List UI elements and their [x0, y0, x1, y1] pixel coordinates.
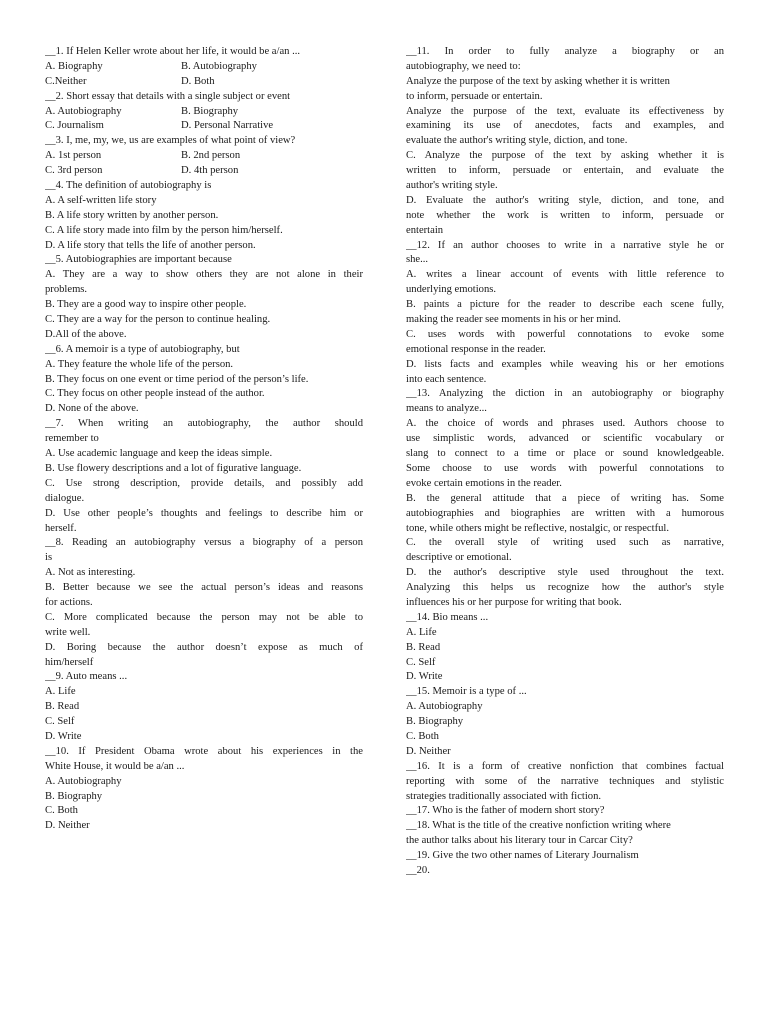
text-line: C. A life story made into film by the person him/herself. [45, 224, 283, 236]
text-line: write well. [45, 626, 91, 638]
text-line: D. Evaluate the author's writing style, diction, and tone, and [406, 194, 724, 206]
text-line: influences his or her purpose for writing that book. [406, 596, 622, 608]
text-line: D. Write [45, 730, 82, 742]
question-line: __17. Who is the father of modern short story? [406, 805, 605, 817]
text-line: note whether the work is written to inform, persuade or [406, 209, 724, 221]
text-line: for actions. [45, 596, 93, 608]
text-line: B. Better because we see the actual person’s ideas and reasons [45, 582, 363, 594]
text-line: written to inform, persuade or entertain, and evaluate the [406, 165, 724, 177]
question-line: __12. If an author chooses to write in a narrative style he or [406, 239, 724, 251]
text-line: B. Read [406, 641, 441, 653]
text-line: D. lists facts and examples while weaving his or her emotions [406, 358, 724, 370]
answer-choice: D. 4th person [181, 165, 239, 177]
question-line: __15. Memoir is a type of ... [406, 686, 527, 698]
answer-choice-row [45, 164, 363, 179]
text-line: slang to connect to a time or place or sound knowledgeable. [406, 448, 724, 460]
text-line: reporting with some of the narrative techniques and stylistic [406, 775, 724, 787]
answer-choice: A. 1st person [45, 150, 102, 162]
text-line: C. Both [406, 730, 439, 742]
question-line: __16. It is a form of creative nonfiction that combines factual [406, 760, 724, 772]
answer-choice-row [45, 149, 363, 164]
text-line: evaluate the author's writing style, diction, and tone. [406, 135, 628, 147]
text-line: B. They focus on one event or time period of the person’s life. [45, 373, 309, 385]
answer-choice-row [45, 60, 363, 75]
text-line: dialogue. [45, 492, 85, 504]
text-line: into each sentence. [406, 373, 487, 385]
answer-choice: C. Journalism [45, 120, 104, 132]
answer-choice: B. Biography [181, 105, 239, 117]
question-line: __3. I, me, my, we, us are examples of what point of view? [45, 135, 296, 147]
text-line: A. writes a linear account of events with little reference to [406, 269, 724, 281]
text-line: underlying emotions. [406, 284, 497, 296]
text-line: C. They focus on other people instead of the author. [45, 388, 265, 400]
question-line: __19. Give the two other names of Literary Journalism [406, 850, 639, 862]
question-line: __8. Reading an autobiography versus a biography of a person [45, 537, 363, 549]
text-line: author's writing style. [406, 180, 498, 192]
answer-choice-row [45, 105, 363, 120]
text-line: C. Self [406, 656, 436, 668]
text-line: A. the choice of words and phrases used. Authors choose to [406, 418, 724, 430]
text-line: the author talks about his literary tour in Carcar City? [406, 835, 633, 847]
question-line: __1. If Helen Keller wrote about her life, it would be a/an ... [45, 46, 301, 57]
question-line: __4. The definition of autobiography is [45, 180, 212, 192]
text-line: problems. [45, 284, 88, 296]
question-line: __9. Auto means ... [45, 671, 128, 683]
text-line: A. They feature the whole life of the person. [45, 358, 234, 370]
text-line: she... [406, 254, 429, 266]
text-line: D. Neither [406, 745, 451, 757]
question-line: __11. In order to fully analyze a biography or an [406, 46, 724, 57]
question-line: __5. Autobiographies are important because [45, 254, 232, 266]
right-column [406, 45, 724, 879]
question-line: __20. [406, 864, 430, 876]
text-line: A. A self-written life story [45, 194, 157, 206]
text-line: A. Use academic language and keep the ideas simple. [45, 448, 273, 460]
text-line: C. Use strong description, provide details, and possibly add [45, 477, 363, 489]
text-line: D.All of the above. [45, 328, 127, 340]
text-line: D. None of the above. [45, 403, 139, 415]
text-line: Analyze the purpose of the text by asking whether it is written [406, 75, 670, 87]
text-line: use simplistic words, advanced or scientific vocabulary or [406, 433, 724, 445]
text-line: White House, it would be a/an ... [45, 760, 185, 772]
text-line: remember to [45, 433, 99, 445]
text-line: entertain [406, 224, 444, 236]
answer-choice: C. 3rd person [45, 165, 103, 177]
text-line: D. Boring because the author doesn’t expose as much of [45, 641, 363, 653]
text-line: autobiography, we need to: [406, 60, 521, 72]
text-line: C. Both [45, 805, 78, 817]
text-line: to inform, persuade or entertain. [406, 90, 543, 102]
text-line: herself. [45, 522, 77, 534]
text-line: A. Life [406, 626, 437, 638]
text-line: examining its use of anecdotes, facts and examples, and [406, 120, 724, 132]
question-line: __13. Analyzing the diction in an autobiography or biography [406, 388, 724, 400]
text-line: B. Biography [45, 790, 103, 802]
text-line: C. Analyze the purpose of the text by asking whether it is [406, 150, 724, 162]
text-line: him/herself [45, 656, 94, 668]
text-line: B. Read [45, 701, 80, 713]
text-line: evoke certain emotions in the reader. [406, 477, 562, 489]
text-line: D. A life story that tells the life of another person. [45, 239, 256, 251]
text-line: A. Autobiography [406, 701, 483, 713]
answer-choice: A. Biography [45, 60, 103, 72]
answer-choice-row [45, 119, 363, 134]
text-line: tone, while others might be reflective, nostalgic, or respectful. [406, 522, 669, 534]
text-line: making the reader see moments in his or her mind. [406, 314, 621, 326]
answer-choice-row [45, 75, 363, 90]
text-line: C. More complicated because the person may not be able to [45, 611, 363, 623]
text-line: D. the author's descriptive style used throughout the text. [406, 567, 724, 579]
question-line: __14. Bio means ... [406, 611, 489, 623]
text-line: B. A life story written by another person. [45, 209, 219, 221]
answer-choice: C.Neither [45, 75, 87, 87]
text-line: Analyzing this helps us recognize how the author's style [406, 582, 724, 594]
question-line: __2. Short essay that details with a single subject or event [45, 90, 291, 102]
question-line: __10. If President Obama wrote about his experiences in the [45, 745, 363, 757]
text-line: B. the general attitude that a piece of writing has. Some [406, 492, 724, 504]
text-line: C. the overall style of writing used such as narrative, [406, 537, 724, 549]
text-line: is [45, 552, 53, 564]
text-line: A. Life [45, 686, 76, 698]
question-line: __6. A memoir is a type of autobiography, but [45, 343, 240, 355]
text-line: B. They are a good way to inspire other people. [45, 299, 247, 311]
answer-choice: D. Personal Narrative [181, 120, 274, 132]
answer-choice: B. 2nd person [181, 150, 241, 162]
answer-choice: A. Autobiography [45, 105, 122, 117]
text-line: B. Use flowery descriptions and a lot of figurative language. [45, 462, 302, 474]
left-column [45, 45, 363, 834]
question-line: __7. When writing an autobiography, the author should [45, 418, 363, 430]
text-line: emotional response in the reader. [406, 343, 546, 355]
text-line: B. paints a picture for the reader to describe each scene fully, [406, 299, 724, 311]
text-line: means to analyze... [406, 403, 487, 415]
text-line: C. They are a way for the person to continue healing. [45, 314, 271, 326]
text-line: autobiographies and biographies are written with a humorous [406, 507, 724, 519]
answer-choice: B. Autobiography [181, 60, 257, 72]
text-line: D. Write [406, 671, 443, 683]
text-line: C. uses words with powerful connotations to evoke some [406, 328, 724, 340]
text-line: A. Not as interesting. [45, 567, 136, 579]
text-line: A. They are a way to show others they are not alone in their [45, 269, 363, 281]
answer-choice: D. Both [181, 75, 215, 87]
text-line: B. Biography [406, 716, 464, 728]
question-line: __18. What is the title of the creative nonfiction writing where [406, 820, 671, 832]
text-line: A. Autobiography [45, 775, 122, 787]
text-line: D. Use other people’s thoughts and feelings to describe him or [45, 507, 363, 519]
text-line: descriptive or emotional. [406, 552, 512, 564]
text-line: C. Self [45, 716, 75, 728]
text-line: D. Neither [45, 820, 90, 832]
text-line: strategies traditionally associated with fiction. [406, 790, 602, 802]
text-line: Some choose to use words with powerful connotations to [406, 462, 724, 474]
text-line: Analyze the purpose of the text, evaluate its effectiveness by [406, 105, 724, 117]
